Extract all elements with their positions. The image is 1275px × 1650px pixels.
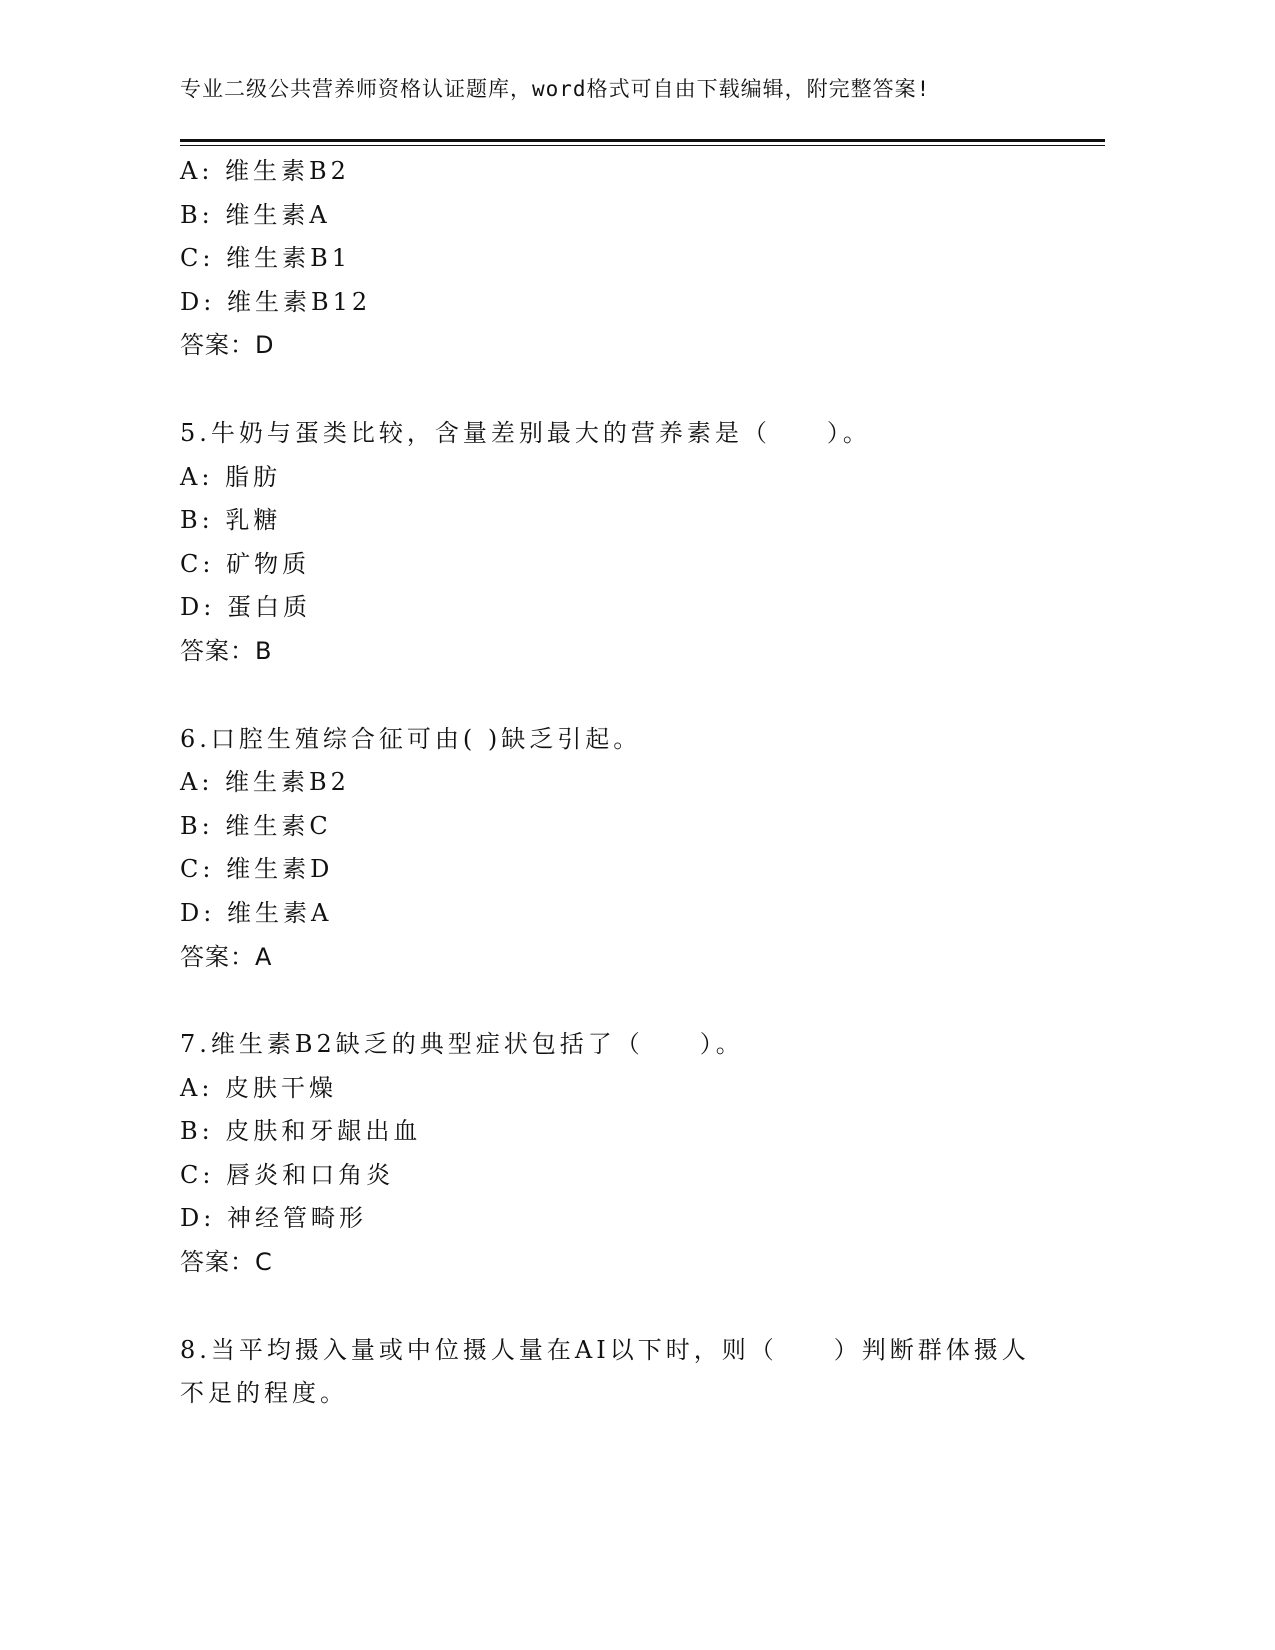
option-b: B: 皮肤和牙龈出血 — [180, 1117, 422, 1146]
option-b: B: 乳糖 — [180, 506, 282, 535]
question-7-block — [180, 1023, 1105, 1285]
question-text: 6.口腔生殖综合征可由( )缺乏引起。 — [180, 724, 642, 753]
answer: 答案：A — [180, 942, 273, 971]
question-list — [180, 150, 1105, 1416]
option-d: D: 神经管畸形 — [180, 1204, 367, 1233]
question-6-block — [180, 718, 1105, 980]
spacer — [180, 1285, 1105, 1329]
question-4-block — [180, 150, 1105, 368]
option-c: C: 矿物质 — [180, 549, 311, 578]
answer: 答案：B — [180, 636, 273, 665]
question-8-block — [180, 1329, 1105, 1416]
header-rule-thin — [180, 145, 1105, 146]
question-text: 5.牛奶与蛋类比较，含量差别最大的营养素是（ ）。 — [180, 418, 871, 447]
question-text-line-2: 不足的程度。 — [180, 1379, 348, 1408]
option-a: A: 维生素B2 — [180, 768, 350, 797]
spacer — [180, 368, 1105, 412]
page-header: 专业二级公共营养师资格认证题库，word格式可自由下载编辑，附完整答案! — [180, 77, 931, 101]
option-d: D: 维生素B12 — [180, 287, 372, 316]
option-d: D: 蛋白质 — [180, 593, 311, 622]
option-d: D: 维生素A — [180, 898, 333, 927]
option-c: C: 唇炎和口角炎 — [180, 1160, 395, 1189]
spacer — [180, 979, 1105, 1023]
option-a: A: 皮肤干燥 — [180, 1073, 338, 1102]
answer: 答案：C — [180, 1248, 273, 1277]
question-text-line-1: 8.当平均摄入量或中位摄人量在AI以下时，则（ ）判断群体摄人 — [180, 1335, 1030, 1364]
option-b: B: 维生素A — [180, 200, 331, 229]
spacer — [180, 674, 1105, 718]
question-text: 7.维生素B2缺乏的典型症状包括了（ ）。 — [180, 1030, 744, 1059]
question-5-block — [180, 412, 1105, 674]
option-a: A: 脂肪 — [180, 462, 282, 491]
option-c: C: 维生素B1 — [180, 244, 351, 273]
answer: 答案：D — [180, 331, 275, 360]
header-rule-thick — [180, 139, 1105, 142]
option-b: B: 维生素C — [180, 811, 332, 840]
option-c: C: 维生素D — [180, 855, 334, 884]
option-a: A: 维生素B2 — [180, 157, 350, 185]
